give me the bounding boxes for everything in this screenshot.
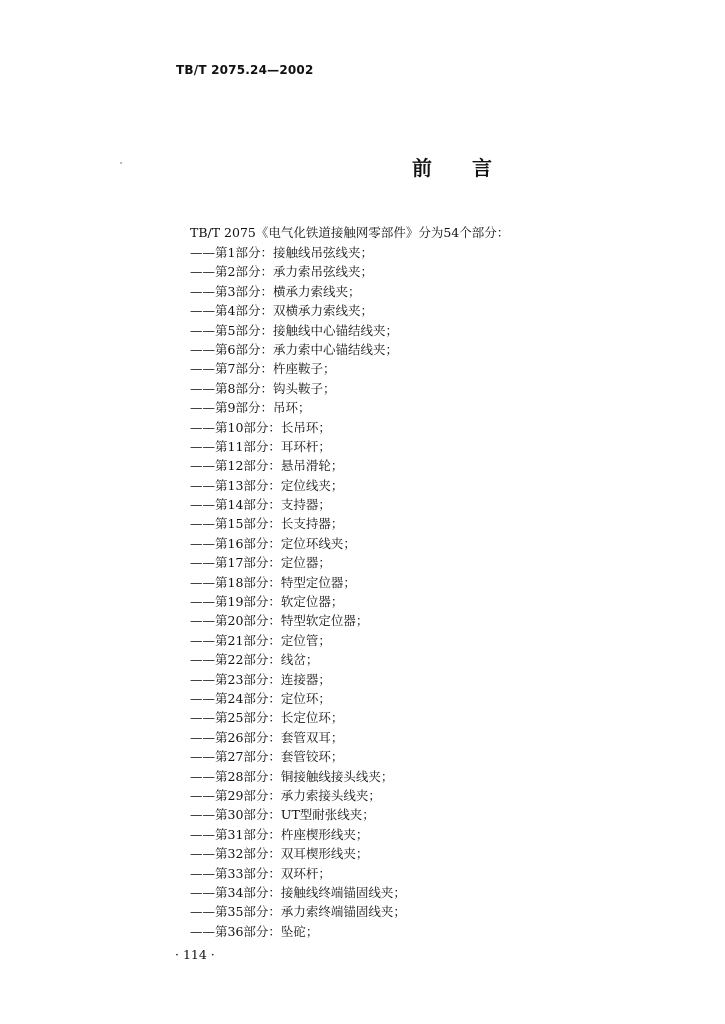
list-item: ——第15部分：长支持器； (190, 516, 344, 532)
list-item: ——第34部分：接触线终端锚固线夹； (190, 884, 406, 900)
list-item: ——第3部分：横承力索线夹； (190, 283, 361, 299)
list-item: ——第20部分：特型软定位器； (190, 613, 369, 629)
list-item: ——第8部分：钩头鞍子； (190, 380, 336, 396)
scan-speck (120, 162, 122, 164)
list-item: ——第18部分：特型定位器； (190, 574, 356, 590)
list-item: ——第23部分：连接器； (190, 671, 331, 687)
list-item: ——第31部分：杵座楔形线夹； (190, 826, 369, 842)
list-item: ——第35部分：承力索终端锚固线夹； (190, 904, 406, 920)
list-item: ——第2部分：承力索吊弦线夹； (190, 264, 373, 280)
list-item: ——第32部分：双耳楔形线夹； (190, 846, 369, 862)
list-item: ——第27部分：套管铰环； (190, 749, 344, 765)
list-item: ——第29部分：承力索接头线夹； (190, 787, 381, 803)
list-item: ——第6部分：承力索中心锚结线夹； (190, 341, 398, 357)
list-item: ——第33部分：双环杆； (190, 865, 331, 881)
list-item: ——第13部分：定位线夹； (190, 477, 344, 493)
list-item: ——第10部分：长吊环； (190, 419, 331, 435)
page-number: · 114 · (175, 947, 215, 962)
list-item: ——第22部分：线岔； (190, 652, 319, 668)
list-item: ——第21部分：定位管； (190, 632, 331, 648)
list-item: ——第14部分：支持器； (190, 497, 331, 513)
list-item: ——第36部分：坠砣； (190, 923, 319, 939)
list-item: ——第19部分：软定位器； (190, 594, 344, 610)
document-code-header: TB/T 2075.24—2002 (176, 63, 314, 77)
list-item: ——第17部分：定位器； (190, 555, 331, 571)
list-item: ——第30部分：UT型耐张线夹； (190, 807, 375, 823)
list-item: ——第25部分：长定位环； (190, 710, 344, 726)
section-title: 前言 (412, 156, 532, 180)
list-item: ——第5部分：接触线中心锚结线夹； (190, 322, 398, 338)
list-item: ——第26部分：套管双耳； (190, 729, 344, 745)
list-item: ——第24部分：定位环； (190, 690, 331, 706)
list-item: ——第12部分：悬吊滑轮； (190, 458, 344, 474)
parts-list (190, 243, 406, 941)
list-item: ——第4部分：双横承力索线夹； (190, 303, 373, 319)
list-item: ——第28部分：铜接触线接头线夹； (190, 768, 394, 784)
intro-paragraph: TB/T 2075《电气化铁道接触网零部件》分为54个部分： (190, 225, 510, 240)
list-item: ——第1部分：接触线吊弦线夹； (190, 245, 373, 260)
list-item: ——第16部分：定位环线夹； (190, 535, 356, 551)
list-item: ——第11部分：耳环杆； (190, 438, 331, 454)
list-item: ——第7部分：杵座鞍子； (190, 361, 336, 377)
list-item: ——第9部分：吊环； (190, 400, 311, 416)
